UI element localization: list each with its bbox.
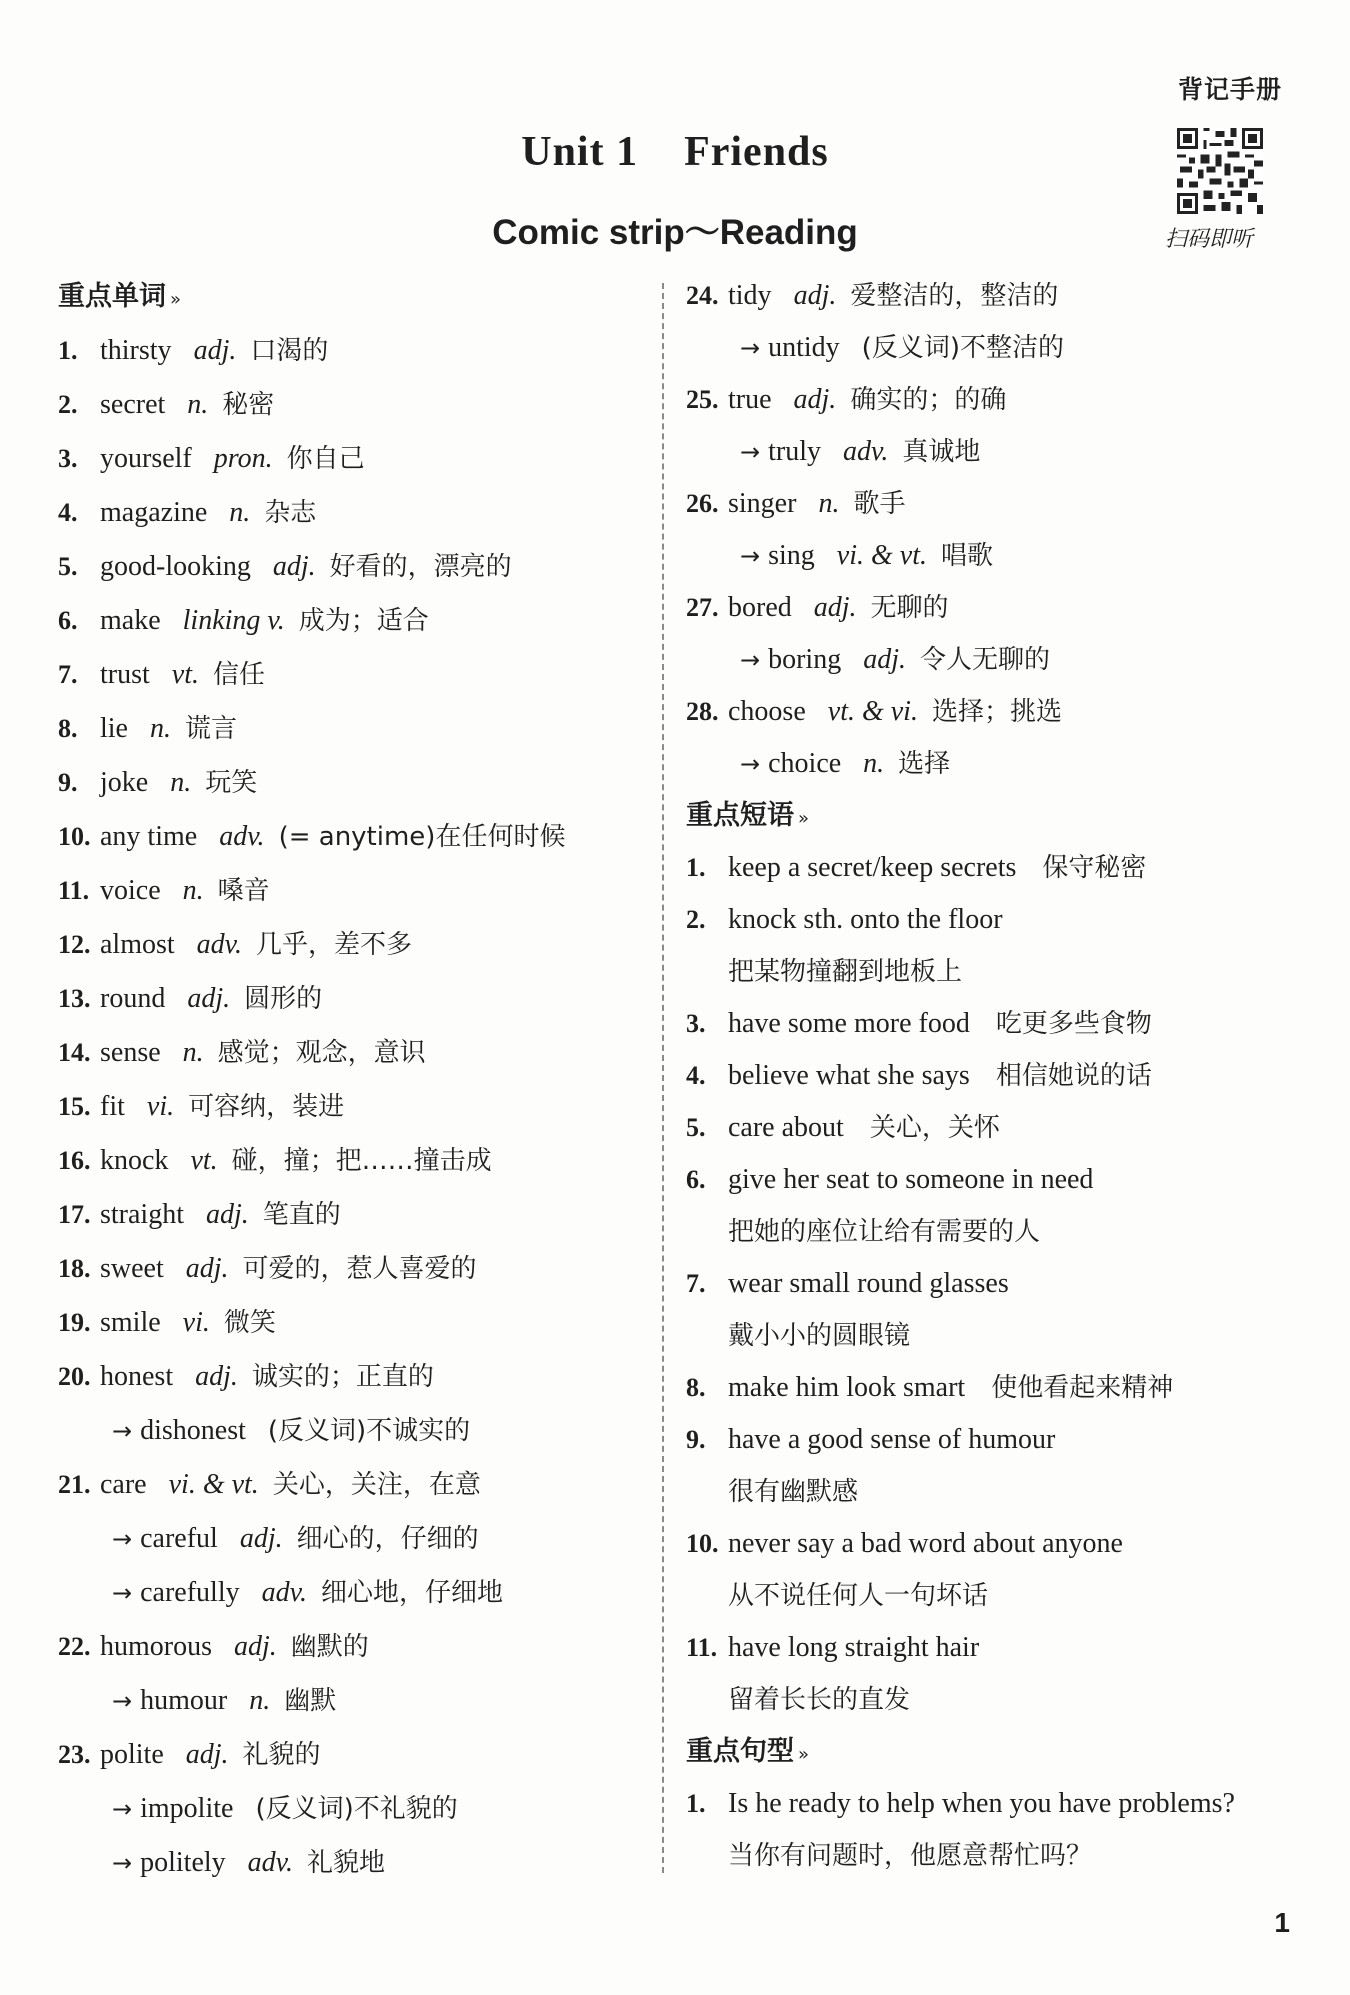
part-of-speech: n. [249,1685,271,1716]
english-word: tidy [728,280,772,311]
entry-number: 10. [58,822,91,851]
part-of-speech: n. [863,748,885,779]
chinese-meaning: (反义词)不诚实的 [267,1416,471,1446]
phrase-entry [686,1362,1306,1414]
english-word: secret [100,389,166,420]
part-of-speech: n. [150,713,171,744]
arrow-icon: → [740,334,761,362]
phrase-entry [686,1102,1306,1154]
english-word: choose [728,696,806,727]
part-of-speech: vi. & vt. [836,540,927,571]
entry-number: 28. [686,697,719,726]
chinese-meaning: 礼貌地 [307,1848,386,1878]
chinese-meaning: 成为；适合 [298,606,429,636]
entry-number: 23. [58,1740,91,1769]
chinese-meaning: 唱歌 [941,541,994,571]
word-derivative [686,634,1306,686]
entry-number: 26. [686,489,719,518]
sentence-entry [686,1830,1306,1882]
word-entry [58,1458,648,1512]
english-text: make him look smart [728,1372,966,1403]
entry-number: 2. [58,390,78,419]
phrase-entry [686,1154,1306,1206]
part-of-speech: adj. [863,644,906,675]
entry-number: 6. [58,606,78,635]
english-word: choice [768,748,842,779]
phrase-entry [686,894,1306,946]
chinese-meaning: 幽默的 [290,1632,369,1662]
phrases-heading: 重点短语 » [686,800,810,831]
phrase-entry [686,1570,1306,1622]
word-derivative [58,1782,648,1836]
english-text: keep a secret/keep secrets [728,852,1017,883]
chinese-meaning: 选择；挑选 [931,697,1062,727]
arrow-icon: → [740,438,761,466]
entry-number: 14. [58,1038,91,1067]
entry-number: 3. [58,444,78,473]
entry-number: 7. [58,660,78,689]
chinese-meaning: 圆形的 [244,984,323,1014]
part-of-speech: adj. [185,1253,229,1284]
english-word: untidy [768,332,840,363]
chinese-meaning: 碰，撞；把……撞击成 [231,1146,492,1176]
chinese-meaning: 玩笑 [205,768,258,798]
english-text: never say a bad word about anyone [728,1528,1123,1559]
part-of-speech: n. [182,875,204,906]
english-word: lie [100,713,128,744]
english-word: sing [768,540,815,571]
phrase-entry [686,946,1306,998]
english-word: politely [140,1847,226,1878]
phrase-entry [686,842,1306,894]
word-derivative [686,738,1306,790]
entry-number: 11. [58,876,90,905]
english-word: impolite [140,1793,234,1824]
word-entry [58,918,648,972]
english-word: trust [100,659,150,690]
chinese-meaning: 戴小小的圆眼镜 [728,1321,911,1351]
entry-number: 16. [58,1146,91,1175]
word-entry [686,582,1306,634]
unit-title [0,128,1350,176]
chinese-meaning: 留着长长的直发 [728,1685,911,1715]
word-entry [58,1080,648,1134]
entry-number: 1. [686,853,706,882]
entry-number: 25. [686,385,719,414]
unit-number: Unit 1 [521,129,639,175]
word-derivative [58,1836,648,1890]
part-of-speech: vi. [182,1307,210,1338]
part-of-speech: adj. [187,983,231,1014]
entry-number: 24. [686,281,719,310]
english-text: believe what she says [728,1060,970,1091]
word-derivative [686,322,1306,374]
english-word: honest [100,1361,174,1392]
chinese-meaning: 微笑 [223,1308,276,1338]
entry-number: 20. [58,1362,91,1391]
part-of-speech: adj. [185,1739,229,1770]
english-text: have some more food [728,1008,970,1039]
english-word: voice [100,875,161,906]
english-text: knock sth. onto the floor [728,904,1003,935]
part-of-speech: adv. [219,821,265,852]
entry-number: 3. [686,1009,706,1038]
part-of-speech: adj. [813,592,857,623]
chinese-meaning: 礼貌的 [242,1740,321,1770]
phrase-list [686,842,1306,1726]
chinese-meaning: 口渴的 [250,336,329,366]
page-number: 1 [1274,1907,1290,1938]
part-of-speech: n. [187,389,209,420]
entry-number: 9. [686,1425,706,1454]
word-entry [58,972,648,1026]
entry-number: 9. [58,768,78,797]
part-of-speech: adv. [843,436,889,467]
entry-number: 8. [58,714,78,743]
part-of-speech: adj. [793,280,837,311]
sentence-entry [686,1778,1306,1830]
arrow-icon: → [112,1849,133,1877]
entry-number: 1. [58,336,78,365]
chinese-meaning: 细心地，仔细地 [320,1578,503,1608]
phrase-entry [686,1414,1306,1466]
chinese-meaning: 令人无聊的 [920,645,1051,675]
chinese-meaning: 真诚地 [902,437,981,467]
chinese-meaning: 从不说任何人一句坏话 [728,1581,989,1611]
english-word: make [100,605,161,636]
word-entry [58,1350,648,1404]
chinese-meaning: 吃更多些食物 [995,1009,1152,1039]
english-word: humour [140,1685,228,1716]
english-word: thirsty [100,335,172,366]
part-of-speech: pron. [213,443,273,474]
part-of-speech: vt. & vi. [827,696,918,727]
entry-number: 5. [686,1113,706,1142]
entry-number: 27. [686,593,719,622]
word-entry [58,648,648,702]
entry-number: 10. [686,1529,719,1558]
word-entry [58,1728,648,1782]
part-of-speech: adv. [261,1577,307,1608]
left-column [58,270,648,1890]
chinese-meaning: 好看的，漂亮的 [329,552,512,582]
english-text: have long straight hair [728,1632,980,1663]
part-of-speech: vt. [171,659,199,690]
entry-number: 21. [58,1470,91,1499]
chinese-meaning: 你自己 [286,444,365,474]
english-word: boring [768,644,842,675]
arrow-icon: → [112,1687,133,1715]
entry-number: 15. [58,1092,91,1121]
phrase-entry [686,998,1306,1050]
english-text: wear small round glasses [728,1268,1009,1299]
part-of-speech: n. [818,488,840,519]
chinese-meaning: (反义词)不整洁的 [861,333,1064,363]
chinese-meaning: 关心，关注，在意 [272,1470,481,1500]
english-word: carefully [140,1577,240,1608]
column-divider [662,283,664,1873]
lesson-subtitle: Comic strip～Reading [492,213,858,252]
sentences-heading: 重点句型 » [686,1736,810,1767]
english-text: give her seat to someone in need [728,1164,1094,1195]
part-of-speech: n. [170,767,192,798]
entry-number: 13. [58,984,91,1013]
arrow-icon: → [112,1579,133,1607]
qr-code-icon[interactable] [1177,128,1263,214]
entry-number: 4. [686,1061,706,1090]
word-entry [686,374,1306,426]
phrase-entry [686,1622,1306,1674]
chinese-meaning: 秘密 [222,390,275,420]
arrow-icon: → [112,1525,133,1553]
word-entry [686,270,1306,322]
chinese-meaning: 确实的；的确 [850,385,1007,415]
english-word: sweet [100,1253,164,1284]
english-word: dishonest [140,1415,246,1446]
word-entry [58,1296,648,1350]
part-of-speech: n. [229,497,251,528]
word-entry [686,686,1306,738]
entry-number: 6. [686,1165,706,1194]
english-text: care about [728,1112,844,1143]
part-of-speech: adj. [272,551,316,582]
entry-number: 17. [58,1200,91,1229]
chinese-meaning: 相信她说的话 [995,1061,1152,1091]
word-entry [58,378,648,432]
word-entry [58,756,648,810]
part-of-speech: adj. [793,384,837,415]
entry-number: 2. [686,905,706,934]
unit-name: Friends [684,129,829,175]
part-of-speech: vi. [146,1091,175,1122]
word-entry [58,1620,648,1674]
chinese-meaning: 细心的，仔细的 [296,1524,479,1554]
chinese-meaning: 感觉；观念，意识 [217,1038,426,1068]
part-of-speech: adj. [206,1199,249,1230]
words-heading: 重点单词 » [58,281,182,312]
english-text: Is he ready to help when you have problems? [728,1788,1235,1819]
entry-number: 19. [58,1308,91,1337]
word-derivative [58,1674,648,1728]
word-derivative [686,530,1306,582]
english-word: good-looking [100,551,251,582]
word-entry [58,432,648,486]
chinese-meaning: 笔直的 [262,1200,341,1230]
chinese-meaning: 歌手 [853,489,906,519]
english-word: polite [100,1739,164,1770]
handbook-label: 背记手册 [1177,75,1282,104]
entry-number: 22. [58,1632,91,1661]
english-word: smile [100,1307,161,1338]
entry-number: 8. [686,1373,706,1402]
english-word: magazine [100,497,208,528]
word-entry [58,540,648,594]
word-entry [686,478,1306,530]
entry-number: 7. [686,1269,706,1298]
chinese-meaning: (反义词)不礼貌的 [255,1794,458,1824]
entry-number: 1. [686,1789,706,1818]
chinese-meaning: 很有幽默感 [728,1477,859,1507]
part-of-speech: linking v. [182,605,285,636]
english-word: truly [768,436,821,467]
chinese-meaning: 可容纳，装进 [188,1092,345,1122]
english-word: knock [100,1145,169,1176]
english-word: bored [728,592,792,623]
word-entry [58,594,648,648]
word-entry [58,324,648,378]
chinese-meaning: 把她的座位让给有需要的人 [728,1217,1041,1247]
entry-number: 11. [686,1633,718,1662]
entry-number: 18. [58,1254,91,1283]
part-of-speech: vi. & vt. [168,1469,259,1500]
part-of-speech: adv. [247,1847,294,1878]
entry-number: 4. [58,498,78,527]
arrow-icon: → [112,1417,133,1445]
english-word: true [728,384,772,415]
part-of-speech: vt. [190,1145,218,1176]
chinese-meaning: 可爱的，惹人喜爱的 [242,1254,477,1284]
chinese-meaning: 保守秘密 [1042,853,1147,883]
word-derivative [686,426,1306,478]
chinese-meaning: 诚实的；正直的 [251,1362,434,1392]
arrow-icon: → [740,750,761,778]
english-word: humorous [100,1631,212,1662]
phrase-entry [686,1674,1306,1726]
arrow-icon: → [112,1795,133,1823]
phrase-entry [686,1466,1306,1518]
phrase-entry [686,1310,1306,1362]
english-word: joke [100,767,149,798]
word-entry [58,1188,648,1242]
chinese-meaning: 关心，关怀 [869,1113,1000,1143]
chinese-meaning: 无聊的 [870,593,949,623]
word-entry [58,1242,648,1296]
part-of-speech: adj. [239,1523,283,1554]
part-of-speech: adj. [195,1361,238,1392]
english-word: any time [100,821,198,852]
entry-number: 5. [58,552,78,581]
phrase-entry [686,1050,1306,1102]
chinese-meaning: 选择 [898,749,951,779]
chinese-meaning: 几乎，差不多 [256,930,413,960]
english-word: fit [100,1091,125,1122]
part-of-speech: adv. [196,929,243,960]
word-list-continued [686,270,1306,790]
word-derivative [58,1404,648,1458]
english-word: straight [100,1199,184,1230]
english-word: sense [100,1037,161,1068]
chinese-meaning: 谎言 [185,714,238,744]
word-entry [58,810,648,864]
sentence-list [686,1778,1306,1882]
word-entry [58,1026,648,1080]
english-word: round [100,983,166,1014]
chinese-meaning: 使他看起来精神 [991,1373,1174,1403]
chinese-meaning: 嗓音 [217,876,270,906]
chinese-meaning: 把某物撞翻到地板上 [728,957,963,987]
english-word: singer [728,488,797,519]
english-text: have a good sense of humour [728,1424,1056,1455]
chinese-meaning: 信任 [213,660,266,690]
chinese-meaning: 爱整洁的，整洁的 [850,281,1059,311]
entry-number: 12. [58,930,91,959]
word-entry [58,1134,648,1188]
word-list [58,324,648,1890]
phrase-entry [686,1258,1306,1310]
part-of-speech: adj. [234,1631,277,1662]
word-entry [58,864,648,918]
part-of-speech: adj. [193,335,237,366]
word-derivative [58,1566,648,1620]
chinese-meaning: (= anytime)在任何时候 [278,822,566,852]
word-entry [58,702,648,756]
qr-caption: 扫码即听 [1165,227,1254,252]
english-word: care [100,1469,147,1500]
phrase-entry [686,1206,1306,1258]
part-of-speech: n. [182,1037,204,1068]
word-entry [58,486,648,540]
english-word: careful [140,1523,218,1554]
word-derivative [58,1512,648,1566]
chinese-meaning: 杂志 [264,498,317,528]
english-word: almost [100,929,175,960]
arrow-icon: → [740,646,761,674]
right-column [686,270,1306,1882]
english-word: yourself [100,443,192,474]
phrase-entry [686,1518,1306,1570]
chinese-meaning: 当你有问题时，他愿意帮忙吗？ [728,1841,1093,1871]
arrow-icon: → [740,542,761,570]
chinese-meaning: 幽默 [284,1686,337,1716]
